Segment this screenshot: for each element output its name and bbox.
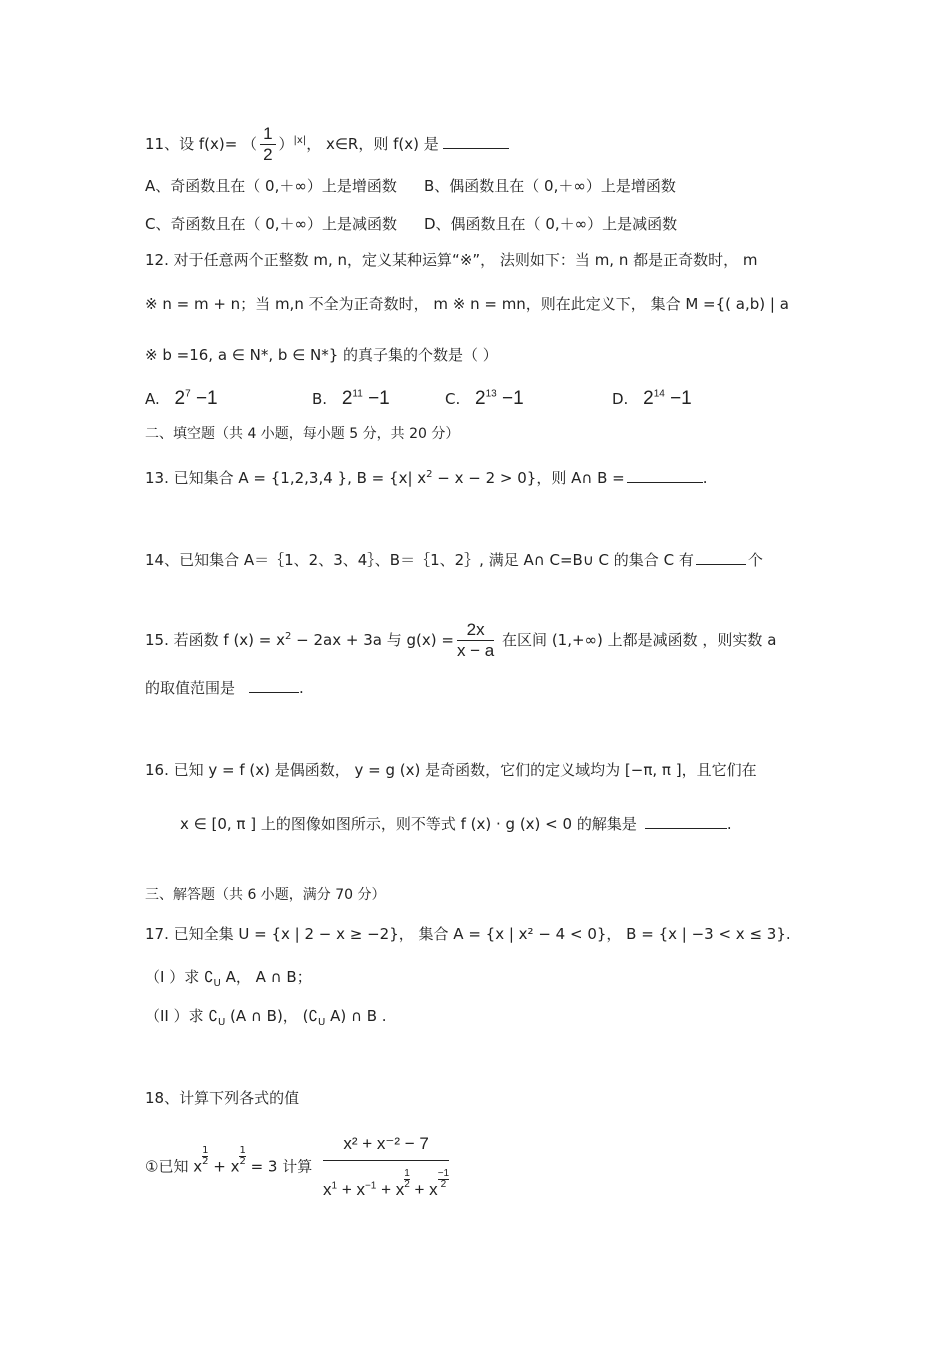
section-solve-heading: 三、解答题（共 6 小题，满分 70 分） [145,887,386,903]
q11-option-d: D、偶函数且在（ 0,＋∞）上是减函数 [424,215,678,233]
q11-option-b: B、偶函数且在（ 0,＋∞）上是增函数 [424,177,676,195]
q14-stem: 14、已知集合 A＝｛1、2、3、4｝、B＝｛1、2｝, 满足 A∩ C=B∪ C 的集合 C 有 个 [145,551,763,569]
answer-blank[interactable] [249,678,299,693]
q12-option-c: C. $2^{13} -1$ [445,388,524,409]
q12-line-2: ※ n = m + n；当 m,n 不全为正奇数时， m ※ n = mn，则在此定义下， 集合 M ={( a,b) | a [145,295,789,313]
q18-expression: x² + x⁻² − 7 $x^1 + x^{-1} + x$ $\frac{1}{2}$ + x $\frac{-1}{2}$ [323,1134,450,1199]
q11-option-a: A、奇函数且在（ 0,＋∞）上是增函数 [145,177,397,195]
q12-line-3: ※ b =16, a ∈ N*, b ∈ N*} 的真子集的个数是（ ） [145,346,498,364]
q17-stem: 17. 已知全集 U = {x | 2 − x ≥ −2}， 集合 A = {x | x² − 4 < 0}， B = {x | −3 < x ≤ 3}. [145,925,791,943]
q16-line-2: x ∈ [0, π ] 上的图像如图所示，则不等式 f (x) · g (x) < 0 的解集是 . [180,815,732,833]
q15-line-2: 的取值范围是 . [145,679,304,697]
q12-option-b: B. $2^{11} -1$ [312,388,390,409]
q16-line-1: 16. 已知 y = f (x) 是偶函数， y = g (x) 是奇函数，它们的定义域均为 [−π, π ]，且它们在 [145,761,757,779]
q17-part-1: （I ）求 $∁_U$ A， A ∩ B； [145,968,312,989]
answer-blank[interactable] [627,468,703,483]
answer-blank[interactable] [696,550,746,565]
q17-part-2: （II ）求 $∁_U$ (A ∩ B)， ($∁_U$ A) ∩ B . [145,1007,387,1028]
q15-stem: 15. 若函数 f $(x) = x^2 - 2ax + 3a$ 与 g(x) = $\frac{2x}{x - a}$ 在区间 (1,+∞) 上都是减函数 ，则实数 a [145,620,777,660]
q18-title: 18、计算下列各式的值 [145,1089,300,1107]
q11-option-c: C、奇函数且在（ 0,＋∞）上是减函数 [145,215,398,233]
q11-fraction: $\frac{1}{2}$ [260,124,275,165]
q11-stem: 11、设 f(x)= （ $\frac{1}{2}$ ）$^{|x|}$， x∈R，则 f(x) 是 [145,124,509,165]
q15-fraction: $\frac{2x}{x - a}$ [456,620,495,660]
q12-option-a: A. $2^7 -1$ [145,388,218,409]
q12-line-1: 12. 对于任意两个正整数 m, n，定义某种运算“※”， 法则如下：当 m, n 都是正奇数时， m [145,251,758,269]
q12-option-d: D. $2^{14} -1$ [612,388,692,409]
q13-stem: 13. 已知集合 A = {1,2,3,4 }, B = {x| $x^2 - x - 2 > 0$}，则 A∩ B = . [145,469,708,487]
answer-blank[interactable] [443,134,509,149]
section-fill-in-heading: 二、填空题（共 4 小题，每小题 5 分，共 20 分） [145,426,460,442]
q18-item-1: ①已知 x $\frac{1}{2}$ + x $\frac{1}{2}$ = 3 计算 x² + x⁻² − 7 $x^1 + x^{-1} + x$ $\frac{1}{2}$ + x $\frac{-1}{2}$ [145,1134,450,1199]
answer-blank[interactable] [645,814,727,829]
